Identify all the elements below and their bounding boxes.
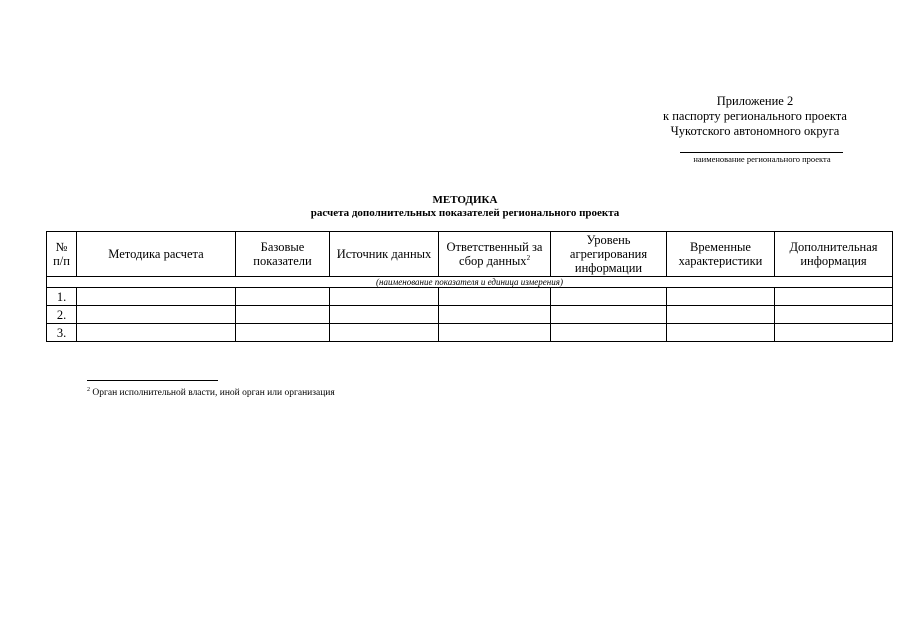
table-cell	[667, 306, 775, 324]
footnote-separator	[87, 380, 218, 381]
table-cell	[439, 324, 551, 342]
table-cell	[775, 324, 893, 342]
header-aggregation: Уровень агрегирования информации	[551, 232, 667, 277]
header-time: Временные характеристики	[667, 232, 775, 277]
table-header-row	[47, 232, 893, 277]
indicator-name-caption: (наименование показателя и единица измерения)	[47, 277, 893, 288]
header-source: Источник данных	[330, 232, 439, 277]
table-cell	[775, 306, 893, 324]
table-cell	[236, 324, 330, 342]
title-main: МЕТОДИКА	[432, 194, 498, 206]
table-cell	[330, 306, 439, 324]
header-responsible	[439, 232, 551, 277]
table-cell	[77, 306, 236, 324]
table-cell	[330, 288, 439, 306]
appendix-line-1: Приложение 2	[716, 94, 794, 108]
row-number: 2.	[47, 306, 77, 324]
title-sub: расчета дополнительных показателей регионального проекта	[310, 206, 620, 219]
table-cell	[77, 288, 236, 306]
table-cell	[551, 324, 667, 342]
table-row	[47, 324, 893, 342]
row-number: 1.	[47, 288, 77, 306]
table-cell	[77, 324, 236, 342]
header-num: № п/п	[47, 232, 77, 277]
indicator-name-row	[47, 277, 893, 288]
footnote-mark: 2	[526, 253, 531, 262]
table-row	[47, 288, 893, 306]
row-number: 3.	[47, 324, 77, 342]
footnote-text: Орган исполнительной власти, иной орган или организация	[92, 388, 335, 398]
methodology-table	[46, 231, 893, 342]
table-cell	[551, 288, 667, 306]
appendix-line-3: Чукотского автономного округа	[670, 124, 840, 138]
project-name-caption: наименование регионального проекта	[693, 154, 831, 164]
header-additional: Дополнительная информация	[775, 232, 893, 277]
table-cell	[551, 306, 667, 324]
footnote-number: 2	[87, 386, 90, 393]
footnote	[87, 388, 335, 398]
table-cell	[439, 288, 551, 306]
table-cell	[667, 288, 775, 306]
project-name-line	[680, 152, 843, 153]
table-cell	[775, 288, 893, 306]
table-cell	[330, 324, 439, 342]
table-cell	[439, 306, 551, 324]
table-cell	[667, 324, 775, 342]
header-base: Базовые показатели	[236, 232, 330, 277]
table-cell	[236, 288, 330, 306]
appendix-line-2: к паспорту регионального проекта	[663, 109, 847, 123]
appendix-header	[640, 94, 870, 139]
header-method: Методика расчета	[77, 232, 236, 277]
header-responsible-label: Ответственный за сбор данных	[446, 240, 543, 268]
table-row	[47, 306, 893, 324]
table-cell	[236, 306, 330, 324]
document-title	[250, 194, 680, 219]
